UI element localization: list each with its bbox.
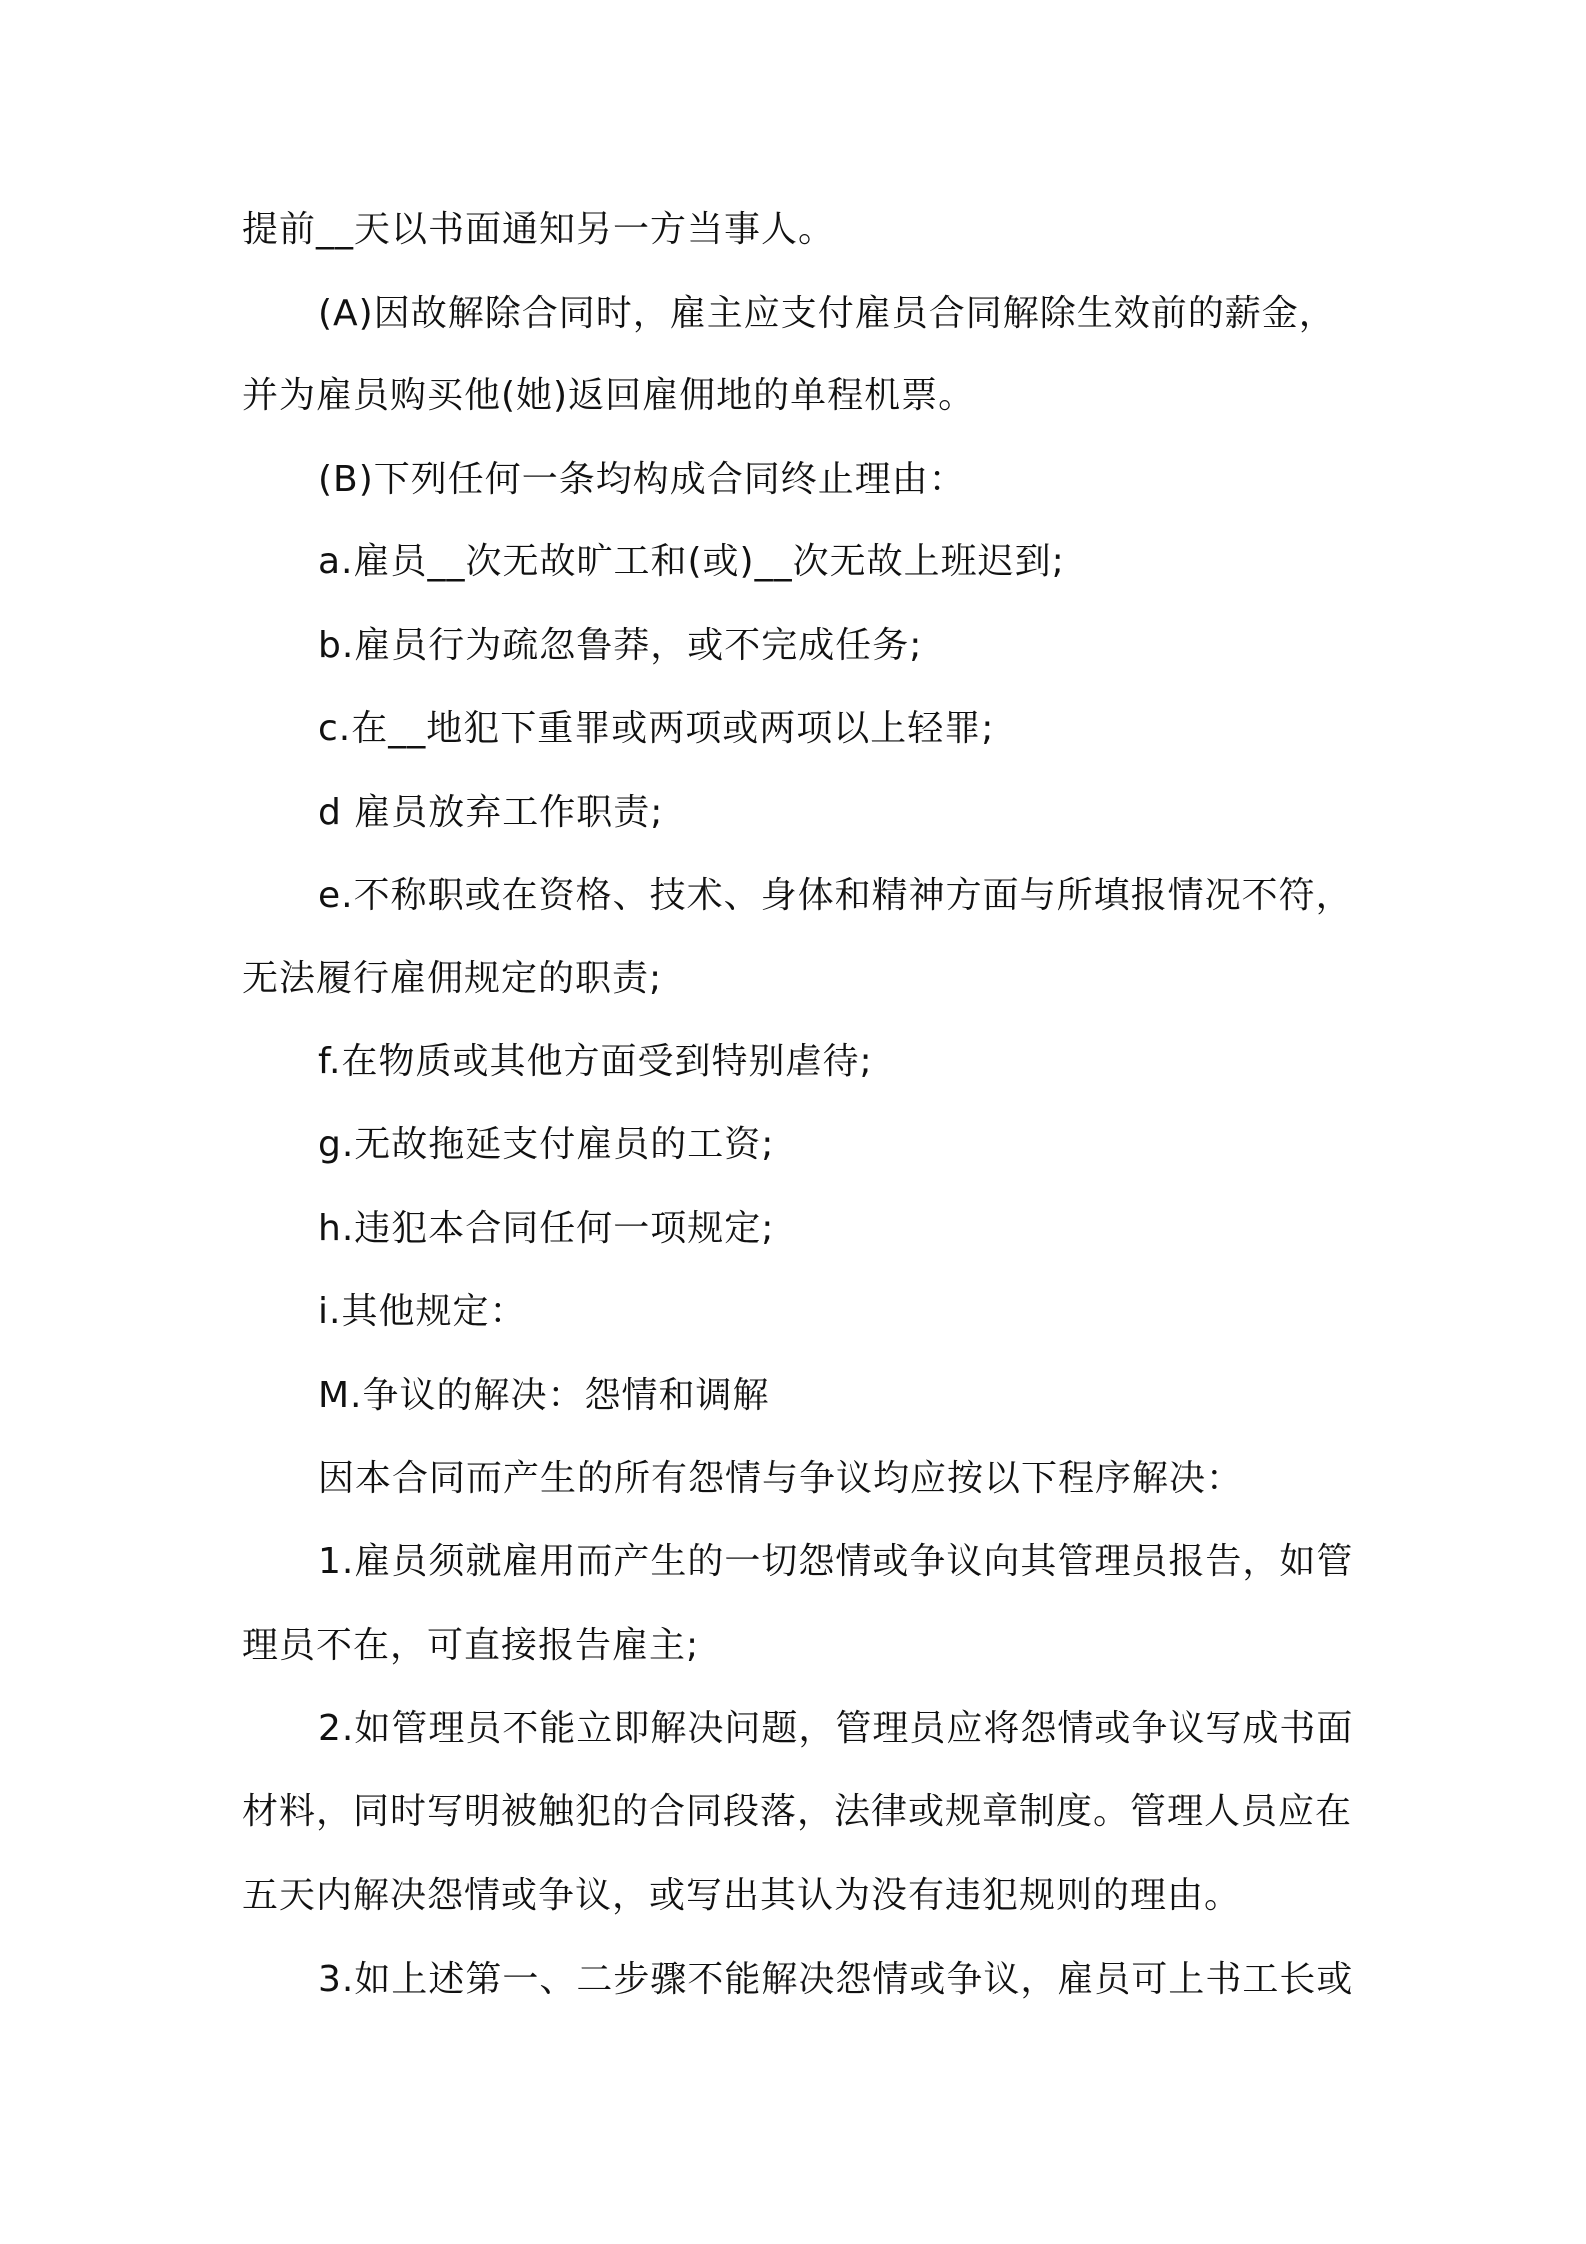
- list-item-h: h.违犯本合同任何一项规定;: [318, 1208, 775, 1249]
- list-item-c: c.在__地犯下重罪或两项或两项以上轻罪;: [318, 708, 995, 749]
- clause-a-line-2: 并为雇员购买他(她)返回雇佣地的单程机票。: [242, 375, 976, 416]
- list-item-e-line-2: 无法履行雇佣规定的职责;: [242, 958, 663, 999]
- paragraph-line-1: 提前__天以书面通知另一方当事人。: [242, 209, 836, 250]
- section-m-heading: M.争议的解决：怨情和调解: [318, 1375, 770, 1416]
- step-2-line-2: 材料，同时写明被触犯的合同段落，法律或规章制度。管理人员应在: [242, 1791, 1353, 1832]
- step-3-line-1: 3.如上述第一、二步骤不能解决怨情或争议，雇员可上书工长或: [318, 1959, 1354, 2000]
- list-item-a: a.雇员__次无故旷工和(或)__次无故上班迟到;: [318, 541, 1065, 582]
- step-1-line-2: 理员不在，可直接报告雇主;: [242, 1625, 700, 1666]
- list-item-d: d 雇员放弃工作职责;: [318, 792, 664, 833]
- list-item-i: i.其他规定：: [318, 1291, 527, 1332]
- list-item-g: g.无故拖延支付雇员的工资;: [318, 1124, 775, 1165]
- clause-b-heading: (B)下列任何一条均构成合同终止理由：: [318, 459, 966, 500]
- clause-a-line-1: (A)因故解除合同时，雇主应支付雇员合同解除生效前的薪金，: [318, 293, 1336, 334]
- list-item-f: f.在物质或其他方面受到特别虐待;: [318, 1041, 873, 1082]
- list-item-b: b.雇员行为疏忽鲁莽，或不完成任务;: [318, 625, 923, 666]
- step-2-line-1: 2.如管理员不能立即解决问题，管理员应将怨情或争议写成书面: [318, 1708, 1354, 1749]
- procedure-intro: 因本合同而产生的所有怨情与争议均应按以下程序解决：: [318, 1458, 1244, 1499]
- list-item-e-line-1: e.不称职或在资格、技术、身体和精神方面与所填报情况不符，: [318, 875, 1353, 916]
- step-2-line-3: 五天内解决怨情或争议，或写出其认为没有违犯规则的理由。: [242, 1875, 1242, 1916]
- step-1-line-1: 1.雇员须就雇用而产生的一切怨情或争议向其管理员报告，如管: [318, 1541, 1354, 1582]
